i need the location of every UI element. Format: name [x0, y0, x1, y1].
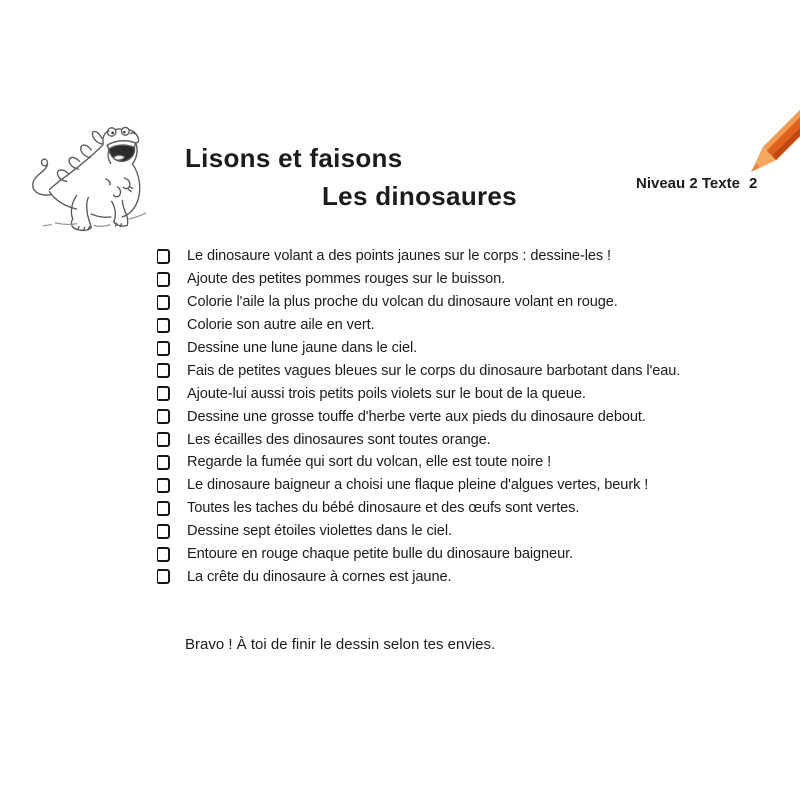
checklist	[157, 245, 680, 588]
checklist-item	[157, 382, 680, 405]
checkbox-icon	[157, 455, 170, 470]
checklist-item	[157, 405, 680, 428]
checklist-item-text: Dessine une grosse touffe d'herbe verte aux pieds du dinosaure debout.	[187, 408, 646, 425]
checklist-item	[157, 268, 680, 291]
page-subtitle: Les dinosaures	[322, 181, 517, 211]
checklist-item-text: Le dinosaure baigneur a choisi une flaque pleine d'algues vertes, beurk !	[187, 477, 649, 494]
checklist-item-text: Fais de petites vagues bleues sur le corps du dinosaure barbotant dans l'eau.	[187, 362, 681, 379]
checklist-item	[157, 543, 680, 566]
checklist-item	[157, 474, 680, 497]
checklist-item	[157, 497, 680, 520]
checklist-item-text: Colorie l'aile la plus proche du volcan du dinosaure volant en rouge.	[187, 294, 618, 311]
checklist-item	[157, 565, 680, 588]
checklist-item-text: Ajoute-lui aussi trois petits poils violets sur le bout de la queue.	[187, 385, 586, 402]
checklist-item	[157, 245, 680, 268]
dinosaur-illustration	[28, 103, 174, 253]
checkbox-icon	[157, 409, 170, 424]
checklist-item	[157, 428, 680, 451]
checkbox-icon	[157, 524, 170, 539]
checkbox-icon	[157, 386, 170, 401]
checkbox-icon	[157, 501, 170, 516]
checklist-item-text: Dessine une lune jaune dans le ciel.	[187, 340, 418, 356]
checkbox-icon	[157, 569, 170, 584]
level-label: Niveau 2 Texte	[636, 175, 740, 192]
checkbox-icon	[157, 249, 170, 264]
checklist-item-text: Regarde la fumée qui sort du volcan, elle est toute noire !	[187, 454, 552, 471]
checklist-item	[157, 359, 680, 382]
checkbox-icon	[157, 363, 170, 378]
checklist-item-text: Entoure en rouge chaque petite bulle du dinosaure baigneur.	[187, 546, 574, 563]
checklist-item-text: La crête du dinosaure à cornes est jaune.	[187, 568, 452, 585]
checklist-item-text: Les écailles des dinosaures sont toutes orange.	[187, 431, 491, 448]
checklist-item-text: Dessine sept étoiles violettes dans le ciel.	[187, 523, 452, 540]
checkbox-icon	[157, 295, 170, 310]
pencil-icon	[730, 95, 800, 185]
checkbox-icon	[157, 547, 170, 562]
checklist-item-text: Le dinosaure volant a des points jaunes sur le corps : dessine-les !	[187, 248, 611, 265]
checklist-item-text: Colorie son autre aile en vert.	[187, 317, 375, 334]
checkbox-icon	[157, 318, 170, 333]
checkbox-icon	[157, 478, 170, 493]
checklist-item	[157, 337, 680, 360]
page-title: Lisons et faisons	[185, 143, 403, 173]
checkbox-icon	[157, 341, 170, 356]
checklist-item	[157, 520, 680, 543]
checkbox-icon	[157, 432, 170, 447]
checklist-item	[157, 451, 680, 474]
checklist-item	[157, 291, 680, 314]
level-number: 2	[748, 175, 758, 192]
checklist-item-text: Toutes les taches du bébé dinosaure et des œufs sont vertes.	[187, 500, 580, 517]
checklist-item-text: Ajoute des petites pommes rouges sur le buisson.	[187, 271, 506, 288]
checkbox-icon	[157, 272, 170, 287]
checklist-item	[157, 314, 680, 337]
closing-text: Bravo ! À toi de finir le dessin selon tes envies.	[185, 636, 496, 653]
